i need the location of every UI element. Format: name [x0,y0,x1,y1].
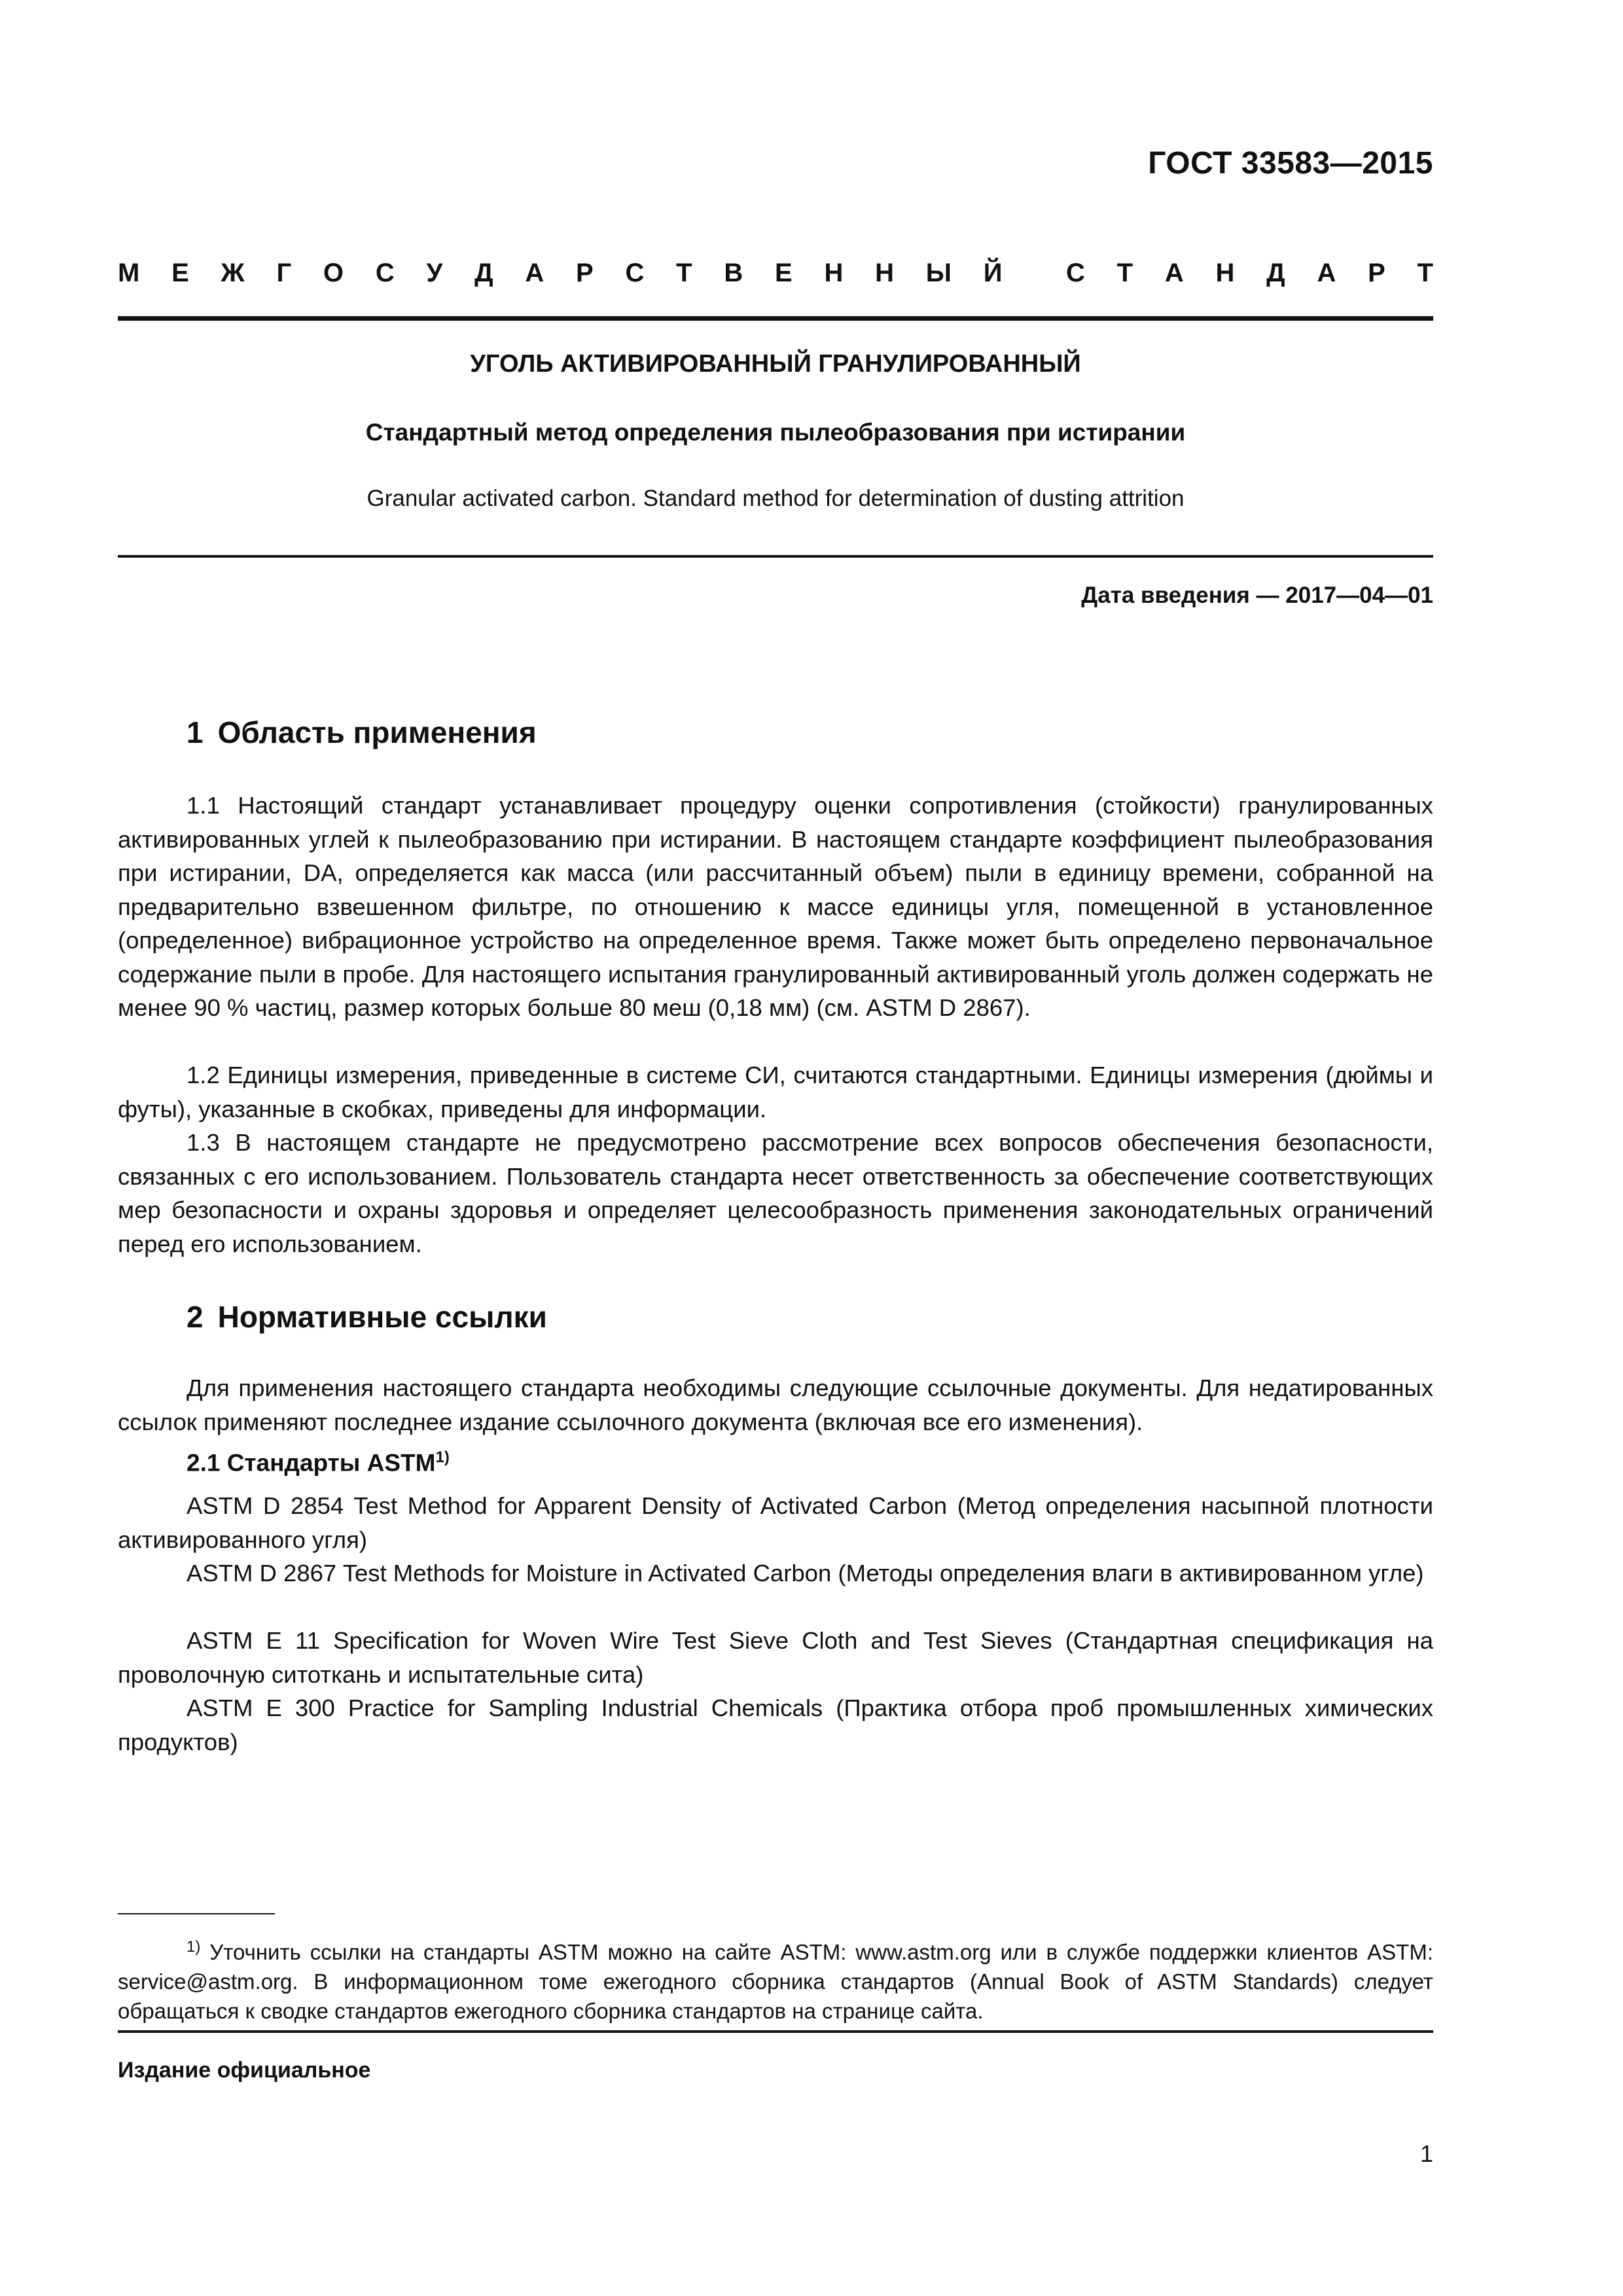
document-page [118,0,1433,2296]
heading-letter: Д [474,259,493,287]
reference-item [118,1489,1433,1556]
section-number: 2 [187,1300,204,1334]
heading-letter: А [1164,259,1184,287]
heading-letter: Г [276,259,292,287]
page-number: 1 [1419,2140,1433,2167]
section-2-heading [187,1299,547,1335]
paragraph-1-2 [118,1058,1433,1126]
footnote-separator [118,1913,275,1914]
heading-letter: У [426,259,443,287]
footnote-text: Уточнить ссылки на стандарты ASTM можно на сайте ASTM: www.astm.org или в службе поддержки клиентов ASTM: service@astm.org. В информационном томе ежегодного сборника стандартов (Annual Book of ASTM Standards) следует обращаться к сводке стандартов ежегодного сборника стандартов на странице сайта. [118,1940,1433,2023]
heading-letter: А [525,259,544,287]
header-rule [118,316,1433,321]
reference-text: ASTM D 2854 Test Method for Apparent Density of Activated Carbon (Метод определения насыпной плотности активированного угля) [118,1492,1433,1553]
heading-letter: Е [171,259,189,287]
gost-code: ГОСТ 33583—2015 [1148,146,1433,181]
reference-item [118,1556,1433,1590]
heading-letter: С [625,259,645,287]
paragraph-text: 1.3 В настоящем стандарте не предусмотрено рассмотрение всех вопросов обеспечения безопасности, связанных с его использованием. Пользователь стандарта несет ответственность за обеспечение соответствующих мер безопасности и охраны здоровья и определяет целесообразность применения законодательных ограничений перед его использованием. [118,1129,1433,1257]
heading-letter: А [1317,259,1336,287]
heading-letter: Е [775,259,793,287]
paragraph-text: 1.1 Настоящий стандарт устанавливает процедуру оценки сопротивления (стойкости) гранулированных активированных углей к пылеобразованию при истирании. В настоящем стандарте коэффициент пылеобразования при истирании, DA, определяется как масса (или рассчитанный объем) пыли в единицу времени, собранной на предварительно взвешенном фильтре, по отношению к массе единицы угля, помещенной в установленное (определенное) вибрационное устройство на определенное время. Также может быть определено первоначальное содержание пыли в пробе. Для настоящего испытания гранулированный активированный уголь должен содержать не менее 90 % частиц, размер которых больше 80 меш (0,18 мм) (см. ASTM D 2867). [118,792,1433,1021]
heading-letter: Й [983,259,1003,287]
paragraph-text: Для применения настоящего стандарта необходимы следующие ссылочные документы. Для недатированных ссылок применяют последнее издание ссылочного документа (включая все его изменения). [118,1374,1433,1435]
section-number: 1 [187,715,204,749]
reference-item [118,1624,1433,1691]
heading-letter: С [1066,259,1085,287]
heading-letter: О [323,259,344,287]
paragraph-1-3 [118,1126,1433,1261]
section-title: Область применения [217,715,537,749]
official-edition-label: Издание официальное [118,2058,371,2083]
paragraph-text: 1.2 Единицы измерения, приведенные в системе СИ, считаются стандартными. Единицы измерения (дюймы и футы), указанные в скобках, приведены для информации. [118,1062,1433,1122]
interstate-standard-heading [118,259,1433,288]
heading-letter: Н [875,259,895,287]
heading-letter: Ы [925,259,952,287]
reference-item [118,1691,1433,1759]
heading-letter: Н [1215,259,1235,287]
heading-letter: Р [1368,259,1385,287]
document-title: УГОЛЬ АКТИВИРОВАННЫЙ ГРАНУЛИРОВАННЫЙ [470,350,1081,378]
reference-text: ASTM E 300 Practice for Sampling Industrial Chemicals (Практика отбора проб промышленных химических продуктов) [118,1695,1433,1755]
subsection-2-1-heading [187,1448,450,1477]
reference-text: ASTM D 2867 Test Methods for Moisture in Activated Carbon (Методы определения влаги в активированном угле) [187,1560,1424,1587]
paragraph-2-intro [118,1371,1433,1439]
heading-letter: Р [576,259,594,287]
footnote [118,1932,1433,2026]
heading-letter: Т [676,259,692,287]
subsection-title: 2.1 Стандарты ASTM [187,1449,436,1477]
heading-letter: Н [824,259,844,287]
heading-letter: Т [1116,259,1133,287]
heading-letter: Д [1266,259,1285,287]
english-title: Granular activated carbon. Standard method for determination of dusting attrition [366,486,1185,511]
heading-letter: С [375,259,395,287]
section-title: Нормативные ссылки [217,1300,547,1334]
title-rule [118,555,1433,558]
section-1-heading [187,715,537,750]
footnote-marker: 1) [187,1938,201,1956]
heading-letter: В [724,259,743,287]
footer-rule [118,2030,1433,2033]
heading-letter: Т [1417,259,1433,287]
heading-letter: М [118,259,140,287]
introduction-date: Дата введения — 2017—04—01 [1081,583,1433,608]
reference-text: ASTM E 11 Specification for Woven Wire Test Sieve Cloth and Test Sieves (Стандартная спецификация на проволочную ситоткань и испытательные сита) [118,1627,1433,1688]
footnote-ref: 1) [435,1448,450,1466]
document-subtitle: Стандартный метод определения пылеобразования при истирании [365,419,1186,446]
paragraph-1-1 [118,789,1433,1025]
heading-letter: Ж [221,259,245,287]
